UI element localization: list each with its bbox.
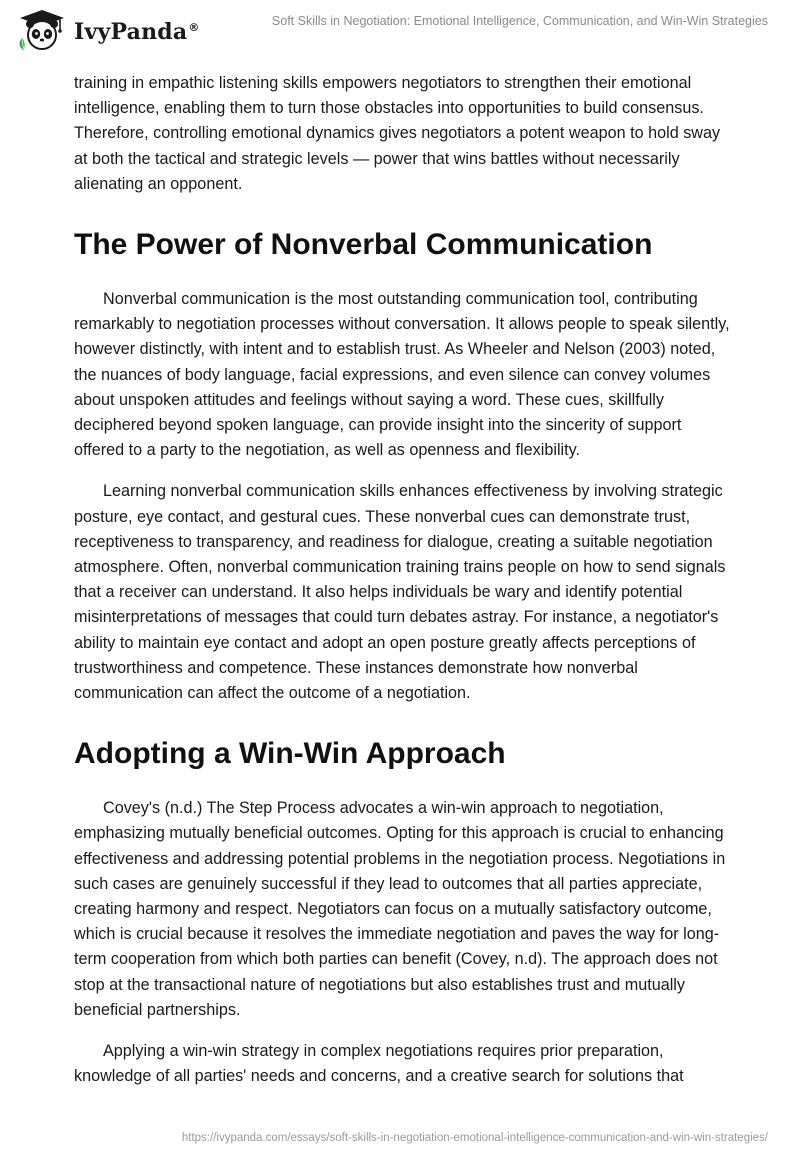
document-title: Soft Skills in Negotiation: Emotional Intelligence, Communication, and Win-Win Strategies [271, 14, 768, 28]
logo-text: IvyPanda® [74, 19, 200, 45]
paragraph: Nonverbal communication is the most outstanding communication tool, contributing remarkably to negotiation processes without conversation. It allows people to speak silently, however distinctly, with intent and to establish trust. As Wheeler and Nelson (2003) noted, the nuances of body language, facial expressions, and even silence can convey volumes about unspoken attitudes and feelings without saying a word. These cues, skillfully deciphered beyond spoken language, can provide insight into the sincerity of support offered to a party to the negotiation, as well as openness and flexibility. [74, 290, 730, 460]
paragraph: training in empathic listening skills empowers negotiators to strengthen their emotional intelligence, enabling them to turn those obstacles into opportunities to build consensus. Therefore, controlling emotional dynamics gives negotiators a potent weapon to hold sway at both the tactical and strategic levels — power that wins battles without necessarily alienating an opponent. [74, 74, 721, 193]
ivypanda-logo[interactable] [16, 8, 200, 52]
paragraph: Covey's (n.d.) The Step Process advocates a win-win approach to negotiation, emphasizing mutually beneficial outcomes. Opting for this approach is crucial to enhancing effectiveness and addressing potential problems in the negotiation process. Negotiations in such cases are genuinely successful if they lead to outcomes that all parties appreciate, creating harmony and respect. Negotiators can focus on a mutually satisfactory outcome, which is crucial because it resolves the immediate negotiation and paves the way for long-term cooperation from which both parties can benefit (Covey, n.d). The approach does not stop at the transactional nature of negotiations but also establishes trust and mutually beneficial partnerships. [74, 799, 726, 1019]
section-heading: Adopting a Win-Win Approach [74, 737, 506, 771]
registered-mark: ® [188, 20, 200, 34]
source-url[interactable]: https://ivypanda.com/essays/soft-skills-in-negotiation-emotional-intelligence-communication-and-win-win-strategies/ [181, 1132, 768, 1144]
panda-graduation-cap-icon [16, 8, 68, 52]
essay-content [74, 71, 734, 1106]
page-header [0, 0, 800, 60]
section-heading: The Power of Nonverbal Communication [74, 228, 653, 262]
paragraph: Learning nonverbal communication skills enhances effectiveness by involving strategic posture, eye contact, and gestural cues. These nonverbal cues can demonstrate trust, receptiveness to transparency, and readiness for dialogue, creating a suitable negotiation atmosphere. Often, nonverbal communication training trains people on how to send signals that a receiver can understand. It also helps individuals be wary and identify potential misinterpretations of messages that could turn debates astray. For instance, a negotiator's ability to maintain eye contact and adopt an open posture greatly affects perceptions of trustworthiness and competence. These instances demonstrate how nonverbal communication can affect the outcome of a negotiation. [74, 482, 726, 703]
paragraph: Applying a win-win strategy in complex negotiations requires prior preparation, knowledge of all parties' needs and concerns, and a creative search for solutions that [74, 1042, 684, 1086]
